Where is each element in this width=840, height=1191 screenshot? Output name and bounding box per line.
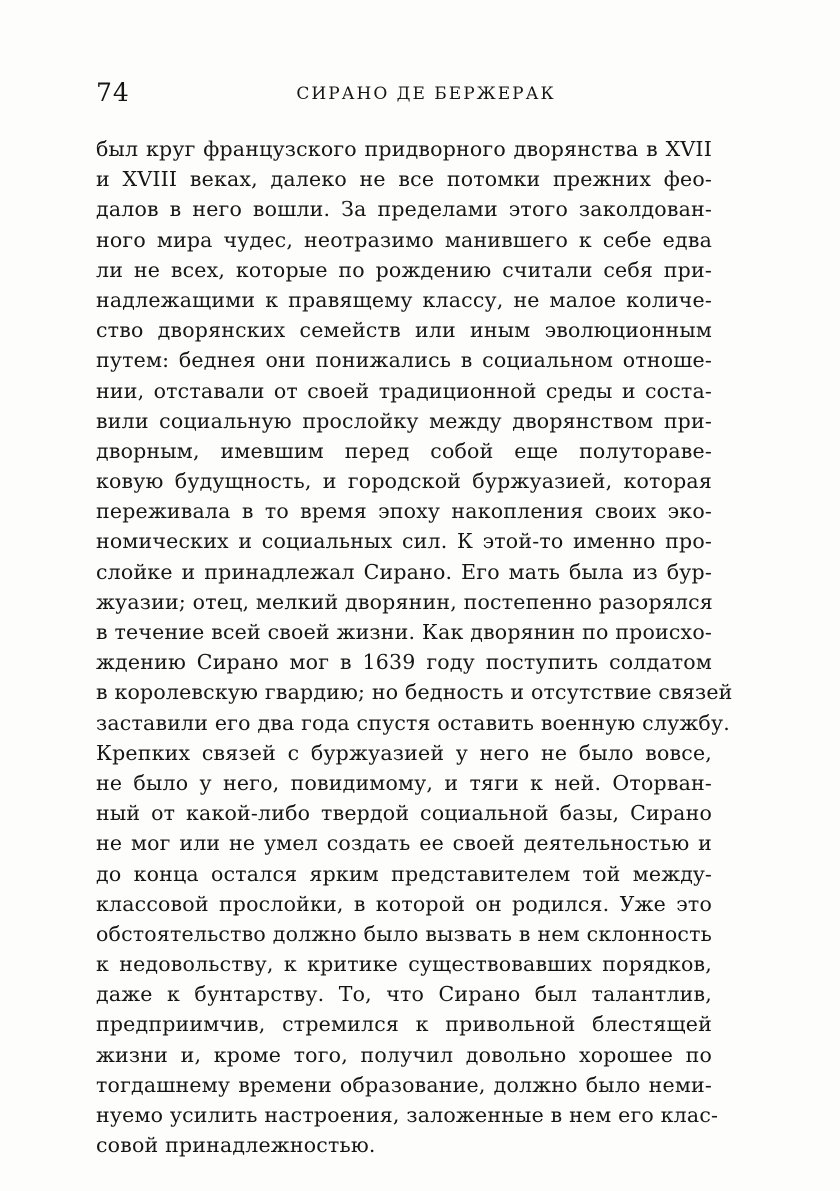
text-line: тогдашнему времени образование, должно было неми- <box>96 1072 712 1097</box>
text-line: слойке и принадлежал Сирано. Его мать была из бур- <box>96 559 712 584</box>
text-line: не мог или не умел создать ее своей деятельностью и <box>96 831 712 856</box>
text-line: надлежащими к правящему классу, не малое количе- <box>96 287 712 312</box>
body-text <box>96 134 733 1160</box>
text-line: ный от какой-либо твердой социальной базы, Сирано <box>96 801 712 826</box>
text-line: путем: беднея они понижались в социальном отноше- <box>96 348 712 373</box>
text-line: Крепких связей с буржуазией у него не было вовсе, <box>96 740 712 765</box>
text-line: предприимчив, стремился к привольной блестящей <box>96 1012 712 1037</box>
text-line: далов в него вошли. За пределами этого заколдован- <box>96 197 712 222</box>
text-line: переживала в то время эпоху накопления своих эко- <box>96 499 712 524</box>
text-line: классовой прослойки, в которой он родился. Уже это <box>96 891 712 916</box>
text-line: в королевскую гвардию; но бедность и отсутствие связей <box>96 680 733 705</box>
running-head: СИРАНО ДЕ БЕРЖЕРАК <box>296 84 556 104</box>
text-line: дворным, имевшим перед собой еще полутораве- <box>96 438 712 463</box>
text-line: был круг французского придворного дворянства в XVII <box>96 137 712 161</box>
text-line: ждению Сирано мог в 1639 году поступить солдатом <box>96 650 712 675</box>
text-line: жизни и, кроме того, получил довольно хорошее по <box>96 1042 712 1067</box>
page-header <box>96 78 716 118</box>
text-line: и XVIII веках, далеко не все потомки прежних фео- <box>96 167 712 192</box>
text-line: жуазии; отец, мелкий дворянин, постепенно разорялся <box>96 589 713 614</box>
text-line: к недовольству, к критике существовавших порядков, <box>96 952 712 977</box>
text-line: совой принадлежностью. <box>96 1133 376 1158</box>
text-line: нуемо усилить настроения, заложенные в нем его клас- <box>96 1103 719 1127</box>
text-line: заставили его два года спустя оставить военную службу. <box>96 710 730 735</box>
text-line: вили социальную прослойку между дворянством при- <box>96 408 712 433</box>
text-line: не было у него, повидимому, и тяги к ней. Оторван- <box>96 770 712 795</box>
text-line: нии, отставали от своей традиционной среды и соста- <box>96 378 712 403</box>
text-line: в течение всей своей жизни. Как дворянин по происхо- <box>96 620 712 644</box>
page-number: 74 <box>96 78 130 107</box>
text-line: ного мира чудес, неотразимо манившего к себе едва <box>96 227 712 252</box>
text-line: ли не всех, которые по рождению считали себя при- <box>96 257 712 282</box>
text-line: номических и социальных сил. К этой-то именно про- <box>96 529 712 554</box>
text-line: до конца остался ярким представителем той междy- <box>96 861 712 886</box>
text-line: обстоятельство должно было вызвать в нем склонность <box>96 921 712 946</box>
text-line: ство дворянских семейств или иным эволюционным <box>96 318 712 343</box>
text-line: ковую будущность, и городской буржуазией, которая <box>96 469 712 494</box>
text-line: даже к бунтарству. То, что Сирано был талантлив, <box>96 982 712 1007</box>
